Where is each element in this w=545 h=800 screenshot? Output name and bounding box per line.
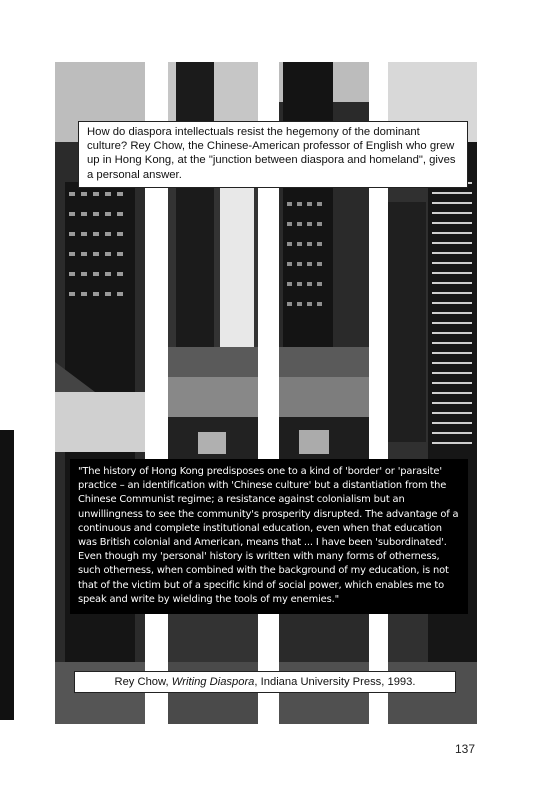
citation-box (74, 671, 456, 693)
citation-publisher: , Indiana University Press, 1993. (254, 676, 416, 688)
page-number: 137 (455, 742, 476, 756)
quote-text: "The history of Hong Kong predisposes one to a kind of 'border' or 'parasite' practice – an identification with 'Chinese culture' but a distantiation from the Chinese Communist regime; a resistance against colonialism but an unwillingness to see the community's prosperity disrupted. The advantage of a continuous and complete institutional education, even when that education was British colonial and American, means that ... I have been 'subordinated'. Even though my 'personal' history is written with many forms of otherness, such otherness, when combined with the background of my education, is not that of the victim but of a specific kind of social power, which enables me to speak and write by wielding the tools of my enemies." (78, 466, 459, 605)
citation-author: Rey Chow, (114, 676, 172, 688)
facing-page-edge (0, 430, 14, 720)
intro-caption-box (78, 121, 468, 188)
citation-title: Writing Diaspora (171, 676, 255, 688)
quote-box (70, 459, 468, 614)
intro-caption-text: How do diaspora intellectuals resist the hegemony of the dominant culture? Rey Chow, the Chinese-American professor of English who grew up in Hong Kong, at the "junction between diaspora and homeland", gives a personal answer. (87, 126, 456, 181)
